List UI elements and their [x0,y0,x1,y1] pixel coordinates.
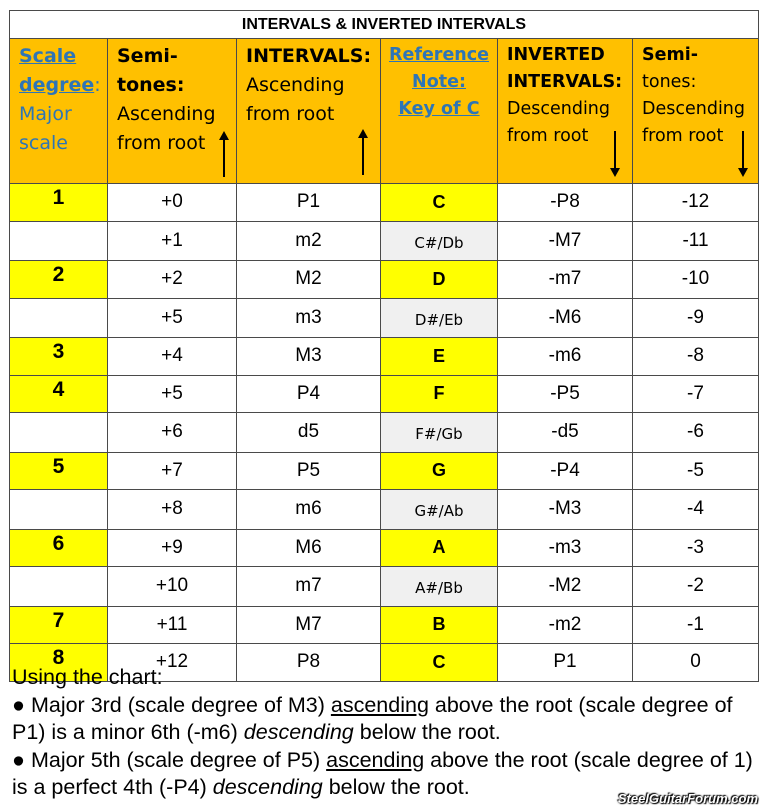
inverted-interval-cell: -M2 [498,567,633,607]
note-paragraph-2: ● Major 5th (scale degree of P5) ascending above the root (scale degree of 1) is a perfect 4th (-P4) descending below the root. [12,747,753,799]
usage-notes [12,664,757,802]
semitones-ascending-cell: +10 [108,567,237,607]
scale-degree-cell: 4 [10,375,108,413]
table-body [10,184,759,682]
interval-cell: P1 [237,184,381,222]
scale-degree-cell [10,298,108,338]
semitones-descending-cell: -3 [633,529,759,567]
table-row [10,529,759,567]
table-row [10,375,759,413]
scale-degree-cell [10,221,108,261]
reference-note-cell: A#/Bb [381,567,498,607]
header-reference-note: Reference Note: Key of C [381,39,498,184]
inverted-interval-cell: -P8 [498,184,633,222]
notes-heading: Using the chart: [12,665,163,689]
semitones-descending-cell: -12 [633,184,759,222]
table-row [10,221,759,261]
table-row [10,261,759,299]
semitones-descending-cell: -11 [633,221,759,261]
intervals-table [9,10,759,682]
scale-degree-cell [10,567,108,607]
reference-note-cell: D#/Eb [381,298,498,338]
inverted-interval-cell: -M7 [498,221,633,261]
reference-note-cell: F#/Gb [381,413,498,453]
interval-cell: m6 [237,490,381,530]
semitones-ascending-cell: +12 [108,644,237,682]
inverted-interval-cell: -m3 [498,529,633,567]
interval-cell: M6 [237,529,381,567]
header-semitones-ascending: Semi- tones: Ascending from root [108,39,237,184]
scale-degree-cell: 7 [10,606,108,644]
interval-cell: M7 [237,606,381,644]
header-scale-degree: Scale degree: Major scale [10,39,108,184]
semitones-descending-cell: -5 [633,452,759,490]
watermark-logo: SteelGuitarForum.com [617,791,758,806]
semitones-ascending-cell: +4 [108,338,237,376]
scale-degree-cell [10,490,108,530]
inverted-interval-cell: -m7 [498,261,633,299]
scale-degree-cell: 6 [10,529,108,567]
semitones-ascending-cell: +1 [108,221,237,261]
reference-note-cell: D [381,261,498,299]
table-row [10,298,759,338]
semitones-ascending-cell: +6 [108,413,237,453]
inverted-interval-cell: -d5 [498,413,633,453]
semitones-descending-cell: -4 [633,490,759,530]
table-row [10,490,759,530]
note-paragraph-1: ● Major 3rd (scale degree of M3) ascending above the root (scale degree of P1) is a minor 6th (-m6) descending below the root. [12,692,733,744]
reference-note-cell: B [381,606,498,644]
semitones-descending-cell: 0 [633,644,759,682]
interval-cell: M2 [237,261,381,299]
inverted-interval-cell: -P4 [498,452,633,490]
semitones-descending-cell: -9 [633,298,759,338]
semitones-descending-cell: -6 [633,413,759,453]
reference-note-cell: G#/Ab [381,490,498,530]
inverted-interval-cell: -m6 [498,338,633,376]
semitones-descending-cell: -7 [633,375,759,413]
reference-note-cell: A [381,529,498,567]
semitones-ascending-cell: +8 [108,490,237,530]
semitones-ascending-cell: +9 [108,529,237,567]
scale-degree-cell: 3 [10,338,108,376]
table-title: INTERVALS & INVERTED INTERVALS [10,11,759,39]
interval-cell: P4 [237,375,381,413]
interval-cell: m3 [237,298,381,338]
scale-degree-cell: 2 [10,261,108,299]
semitones-ascending-cell: +2 [108,261,237,299]
inverted-interval-cell: -M3 [498,490,633,530]
arrow-up-icon [217,131,231,177]
reference-note-cell: G [381,452,498,490]
table-row [10,567,759,607]
interval-cell: m2 [237,221,381,261]
header-inverted-intervals: INVERTED INTERVALS: Descending from root [498,39,633,184]
semitones-descending-cell: -10 [633,261,759,299]
interval-cell: d5 [237,413,381,453]
table-row [10,452,759,490]
semitones-ascending-cell: +7 [108,452,237,490]
semitones-descending-cell: -1 [633,606,759,644]
arrow-up-icon [356,129,370,175]
header-semitones-descending: Semi- tones: Descending from root [633,39,759,184]
inverted-interval-cell: -m2 [498,606,633,644]
reference-note-cell: F [381,375,498,413]
interval-cell: P8 [237,644,381,682]
semitones-ascending-cell: +11 [108,606,237,644]
interval-cell: m7 [237,567,381,607]
arrow-down-icon [736,131,750,177]
interval-cell: M3 [237,338,381,376]
semitones-ascending-cell: +5 [108,298,237,338]
scale-degree-cell [10,413,108,453]
table-row [10,413,759,453]
table-row [10,338,759,376]
inverted-interval-cell: -M6 [498,298,633,338]
semitones-descending-cell: -8 [633,338,759,376]
scale-degree-cell: 8 [10,644,108,682]
reference-note-cell: C [381,644,498,682]
semitones-descending-cell: -2 [633,567,759,607]
reference-note-cell: E [381,338,498,376]
arrow-down-icon [608,131,622,177]
semitones-ascending-cell: +5 [108,375,237,413]
interval-cell: P5 [237,452,381,490]
table-row [10,606,759,644]
scale-degree-cell: 5 [10,452,108,490]
semitones-ascending-cell: +0 [108,184,237,222]
reference-note-cell: C#/Db [381,221,498,261]
inverted-interval-cell: -P5 [498,375,633,413]
inverted-interval-cell: P1 [498,644,633,682]
scale-degree-cell: 1 [10,184,108,222]
header-intervals-ascending: INTERVALS: Ascending from root [237,39,381,184]
reference-note-cell: C [381,184,498,222]
table-row [10,184,759,222]
